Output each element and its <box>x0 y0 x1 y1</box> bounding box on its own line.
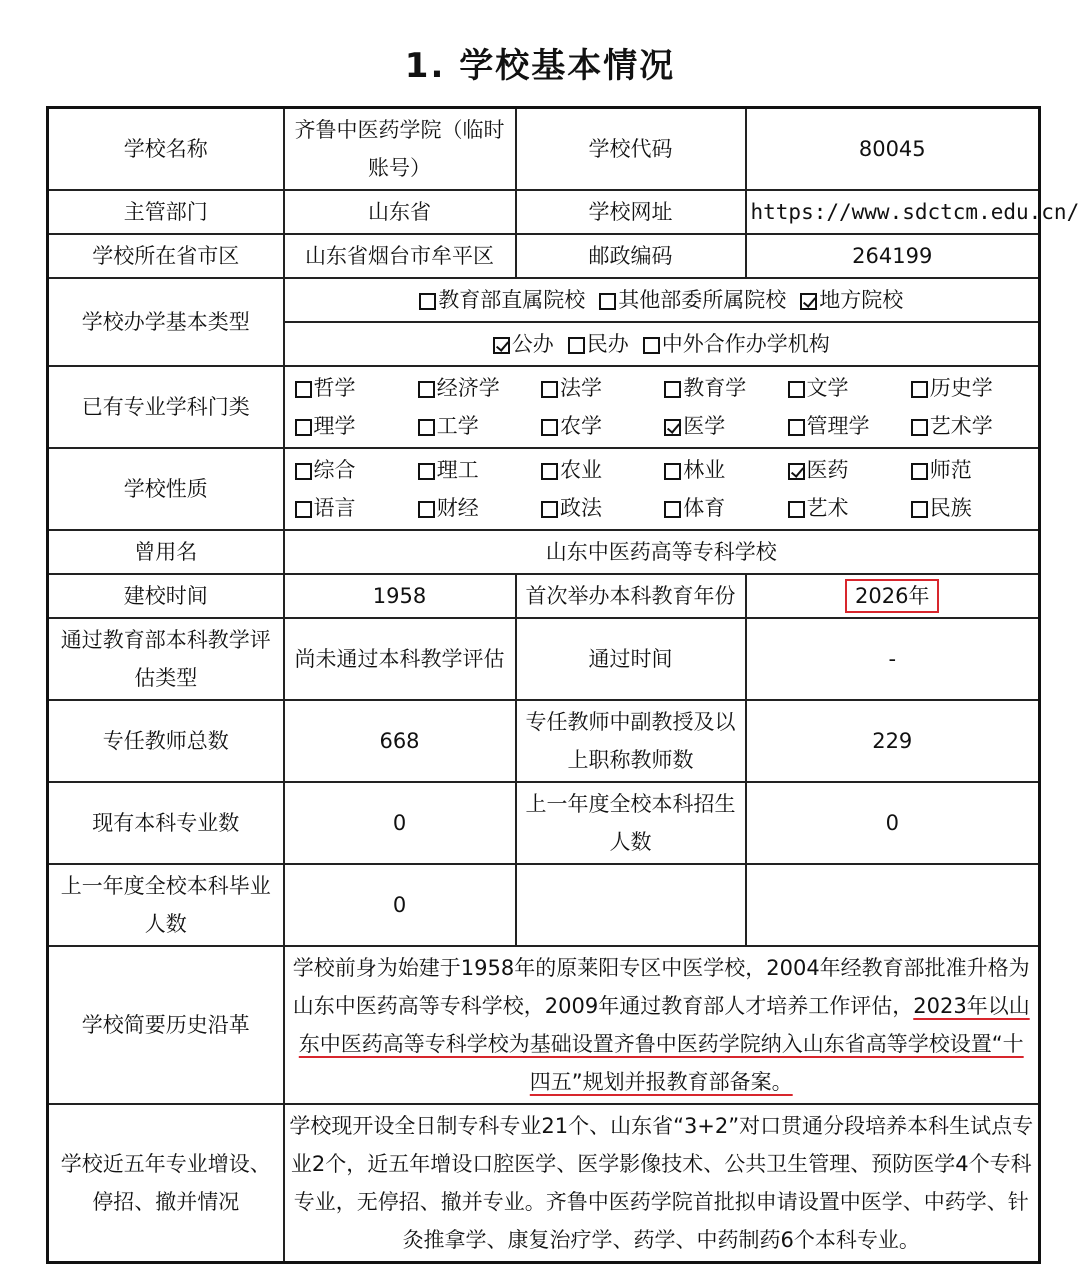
school-type-label: 学校办学基本类型 <box>48 278 284 366</box>
undergrad-majors-label: 现有本科专业数 <box>48 782 284 864</box>
school-code-value: 80045 <box>746 108 1040 191</box>
checkbox-label: 民办 <box>586 332 629 356</box>
checkbox-label: 理工 <box>436 458 479 482</box>
checkbox-option[interactable] <box>418 451 541 489</box>
website-label: 学校网址 <box>516 190 746 234</box>
checkbox-option[interactable] <box>788 407 911 445</box>
checkbox-label: 公办 <box>511 332 554 356</box>
major-changes-label: 学校近五年专业增设、停招、撤并情况 <box>48 1104 284 1263</box>
checkbox-label: 法学 <box>560 376 602 400</box>
checkbox-option[interactable] <box>295 451 418 489</box>
empty-cell-1 <box>516 864 746 946</box>
checkbox-label: 中外合作办学机构 <box>661 332 830 356</box>
disciplines-checkboxes <box>284 366 1040 448</box>
checkbox-label: 农业 <box>560 458 602 482</box>
page-title: 1. 学校基本情况 <box>404 46 676 86</box>
checked-box-icon[interactable] <box>788 463 805 480</box>
graduates-value: 0 <box>284 864 516 946</box>
former-name-label: 曾用名 <box>48 530 284 574</box>
checkbox-option[interactable] <box>419 281 585 319</box>
checkbox-label: 教育部直属院校 <box>438 288 586 312</box>
empty-box-icon[interactable] <box>664 501 681 518</box>
checkbox-option[interactable] <box>295 369 418 407</box>
checkbox-label: 体育 <box>683 496 726 520</box>
school-info-table <box>46 106 1080 1264</box>
checkbox-option[interactable] <box>911 369 1034 407</box>
empty-box-icon[interactable] <box>911 381 928 398</box>
checkbox-label: 医学 <box>683 414 726 438</box>
postal-code-value: 264199 <box>746 234 1040 278</box>
empty-box-icon[interactable] <box>541 501 558 518</box>
empty-box-icon[interactable] <box>664 463 681 480</box>
history-text <box>284 946 1040 1104</box>
checkbox-option[interactable] <box>599 281 786 319</box>
checkbox-option[interactable] <box>418 489 541 527</box>
senior-teachers-value: 229 <box>746 700 1040 782</box>
checkbox-option[interactable] <box>664 451 787 489</box>
former-name-value: 山东中医药高等专科学校 <box>284 530 1040 574</box>
empty-box-icon[interactable] <box>418 419 435 436</box>
department-label: 主管部门 <box>48 190 284 234</box>
empty-box-icon[interactable] <box>568 337 585 354</box>
school-name-value: 齐鲁中医药学院（临时账号） <box>284 108 516 191</box>
checkbox-label: 管理学 <box>806 414 870 438</box>
checkbox-label: 艺术 <box>806 496 849 520</box>
checkbox-option[interactable] <box>911 451 1034 489</box>
school-name-label: 学校名称 <box>48 108 284 191</box>
checkbox-option[interactable] <box>664 407 787 445</box>
school-type-row-2 <box>284 322 1040 366</box>
checkbox-option[interactable] <box>295 489 418 527</box>
history-text-plain: 学校前身为始建于1958年的原莱阳专区中医学校，2004年经教育部批准升格为山东中医药高等专科学校，2009年通过教育部人才培养工作评估， <box>292 956 1030 1018</box>
empty-box-icon[interactable] <box>295 381 312 398</box>
total-teachers-label: 专任教师总数 <box>48 700 284 782</box>
empty-box-icon[interactable] <box>911 419 928 436</box>
disciplines-label: 已有专业学科门类 <box>48 366 284 448</box>
empty-box-icon[interactable] <box>599 293 616 310</box>
evaluation-type-value: 尚未通过本科教学评估 <box>284 618 516 700</box>
checkbox-option[interactable] <box>788 489 911 527</box>
pass-time-label: 通过时间 <box>516 618 746 700</box>
empty-box-icon[interactable] <box>664 381 681 398</box>
checkbox-option[interactable] <box>568 325 629 363</box>
empty-box-icon[interactable] <box>418 381 435 398</box>
checkbox-option[interactable] <box>493 325 554 363</box>
checkbox-label: 语言 <box>313 496 356 520</box>
checkbox-label: 政法 <box>560 496 602 520</box>
checkbox-label: 地方院校 <box>819 288 904 312</box>
empty-box-icon[interactable] <box>541 419 558 436</box>
pass-time-value: - <box>746 618 1040 700</box>
empty-box-icon[interactable] <box>295 501 312 518</box>
empty-box-icon[interactable] <box>643 337 660 354</box>
checkbox-label: 经济学 <box>436 376 500 400</box>
senior-teachers-label: 专任教师中副教授及以上职称教师数 <box>516 700 746 782</box>
checked-box-icon[interactable] <box>664 419 681 436</box>
empty-box-icon[interactable] <box>788 419 805 436</box>
checkbox-option[interactable] <box>541 489 664 527</box>
empty-box-icon[interactable] <box>911 463 928 480</box>
enrollment-value: 0 <box>746 782 1040 864</box>
checkbox-option[interactable] <box>800 281 903 319</box>
checkbox-option[interactable] <box>911 407 1034 445</box>
department-value: 山东省 <box>284 190 516 234</box>
checkbox-option[interactable] <box>788 369 911 407</box>
checkbox-label: 民族 <box>929 496 972 520</box>
undergrad-majors-value: 0 <box>284 782 516 864</box>
total-teachers-value: 668 <box>284 700 516 782</box>
checkbox-label: 工学 <box>436 414 479 438</box>
checkbox-option[interactable] <box>643 325 830 363</box>
checkbox-label: 理学 <box>313 414 356 438</box>
location-label: 学校所在省市区 <box>48 234 284 278</box>
checked-box-icon[interactable] <box>493 337 510 354</box>
major-changes-text: 学校现开设全日制专科专业21个、山东省“3+2”对口贯通分段培养本科生试点专业2个，近五年增设口腔医学、医学影像技术、公共卫生管理、预防医学4个专科专业，无停招、撤并专业。齐鲁中医药学院首批拟申请设置中医学、中药学、针灸推拿学、康复治疗学、药学、中药制药6个本科专业。 <box>284 1104 1040 1263</box>
history-label: 学校简要历史沿革 <box>48 946 284 1104</box>
evaluation-type-label: 通过教育部本科教学评估类型 <box>48 618 284 700</box>
empty-box-icon[interactable] <box>541 463 558 480</box>
founded-label: 建校时间 <box>48 574 284 618</box>
empty-cell-2 <box>746 864 1040 946</box>
first-undergrad-year-cell <box>746 574 1040 618</box>
checkbox-label: 财经 <box>436 496 479 520</box>
checkbox-option[interactable] <box>664 369 787 407</box>
graduates-label: 上一年度全校本科毕业人数 <box>48 864 284 946</box>
empty-box-icon[interactable] <box>788 381 805 398</box>
checkbox-option[interactable] <box>541 369 664 407</box>
checkbox-label: 艺术学 <box>929 414 993 438</box>
enrollment-label: 上一年度全校本科招生人数 <box>516 782 746 864</box>
location-value: 山东省烟台市牟平区 <box>284 234 516 278</box>
school-nature-label: 学校性质 <box>48 448 284 530</box>
founded-value: 1958 <box>284 574 516 618</box>
checkbox-option[interactable] <box>911 489 1034 527</box>
checkbox-label: 文学 <box>806 376 849 400</box>
checked-box-icon[interactable] <box>800 293 817 310</box>
empty-box-icon[interactable] <box>419 293 436 310</box>
website-value: https://www.sdctcm.edu.cn/ <box>746 190 1040 234</box>
empty-box-icon[interactable] <box>541 381 558 398</box>
checkbox-label: 医药 <box>806 458 849 482</box>
checkbox-label: 哲学 <box>313 376 356 400</box>
checkbox-label: 历史学 <box>929 376 993 400</box>
checkbox-label: 林业 <box>683 458 726 482</box>
checkbox-label: 教育学 <box>683 376 747 400</box>
checkbox-option[interactable] <box>788 451 911 489</box>
checkbox-label: 师范 <box>929 458 972 482</box>
school-type-row-1 <box>284 278 1040 322</box>
empty-box-icon[interactable] <box>295 463 312 480</box>
school-nature-checkboxes <box>284 448 1040 530</box>
history-text-underlined: 2023年以山东中医药高等专科学校为基础设置齐鲁中医药学院纳入山东省高等学校设置“十四五”规划并报教育部备案。 <box>298 994 1030 1094</box>
first-undergrad-year-label: 首次举办本科教育年份 <box>516 574 746 618</box>
empty-box-icon[interactable] <box>418 501 435 518</box>
checkbox-option[interactable] <box>295 407 418 445</box>
checkbox-label: 农学 <box>560 414 602 438</box>
empty-box-icon[interactable] <box>295 419 312 436</box>
checkbox-option[interactable] <box>541 407 664 445</box>
school-code-label: 学校代码 <box>516 108 746 191</box>
postal-code-label: 邮政编码 <box>516 234 746 278</box>
checkbox-label: 其他部委所属院校 <box>618 288 787 312</box>
first-undergrad-year-value: 2026年 <box>845 579 939 613</box>
checkbox-option[interactable] <box>664 489 787 527</box>
checkbox-option[interactable] <box>418 369 541 407</box>
checkbox-label: 综合 <box>313 458 356 482</box>
empty-box-icon[interactable] <box>418 463 435 480</box>
empty-box-icon[interactable] <box>788 501 805 518</box>
empty-box-icon[interactable] <box>911 501 928 518</box>
checkbox-option[interactable] <box>541 451 664 489</box>
checkbox-option[interactable] <box>418 407 541 445</box>
